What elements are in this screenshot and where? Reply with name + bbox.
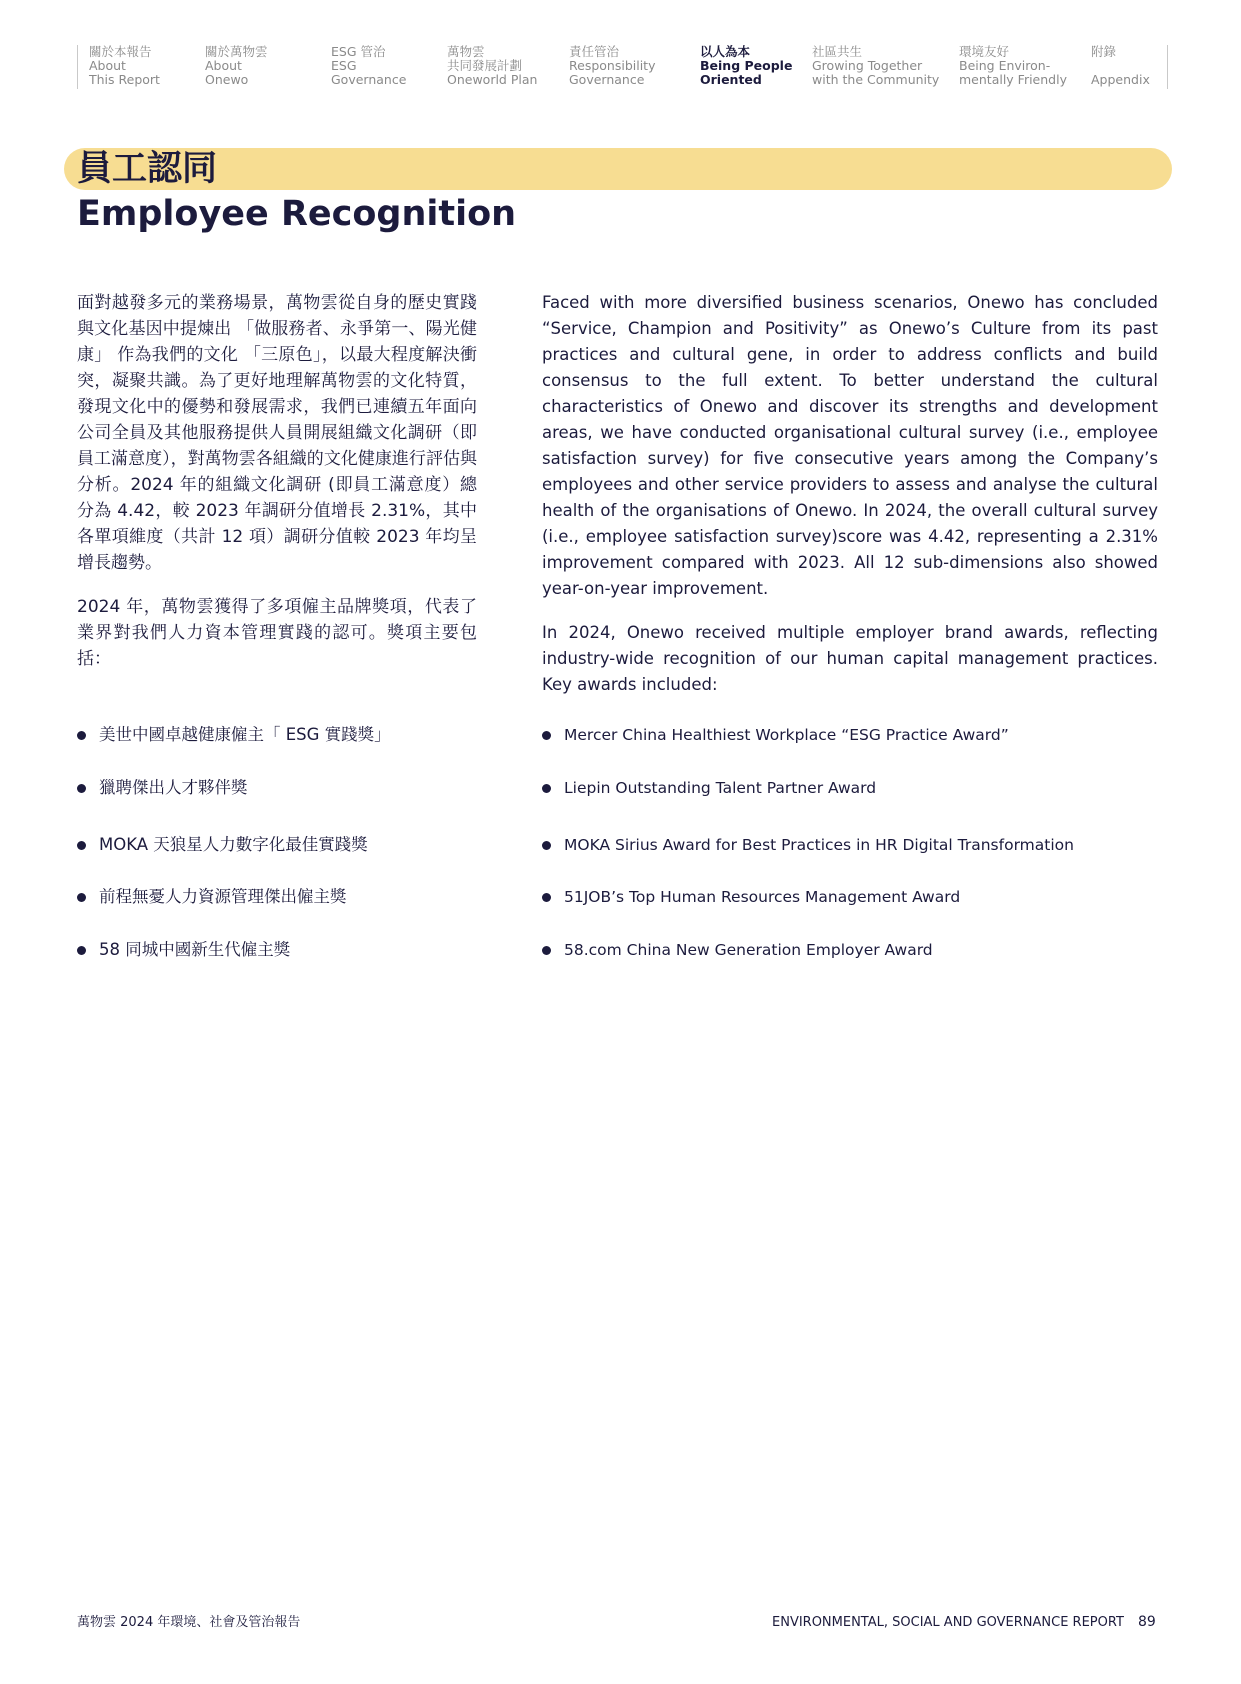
list-item: 獵聘傑出人才夥伴獎	[77, 775, 248, 801]
list-item: 51JOB’s Top Human Resources Management Award	[542, 884, 960, 910]
nav-label-zh: 附錄	[1091, 44, 1117, 59]
nav-label-en: Being Environ-	[959, 58, 1051, 73]
nav-label-zh: 關於萬物雲	[205, 44, 268, 59]
nav-label-en: Governance	[569, 72, 645, 87]
body-column-zh	[77, 290, 477, 690]
nav-label-en: with the Community	[812, 72, 940, 87]
nav-label-en: Responsibility	[569, 58, 656, 73]
nav-label-zh: 環境友好	[959, 44, 1010, 59]
nav-label-en: Governance	[331, 72, 407, 87]
nav-label-zh: 共同發展計劃	[447, 58, 523, 73]
nav-label-zh: 萬物雲	[447, 44, 485, 59]
nav-item-esg-governance[interactable]	[331, 45, 406, 87]
nav-label-zh: 以人為本	[700, 44, 751, 59]
list-item: 58.com China New Generation Employer Award	[542, 937, 933, 963]
nav-label-en: Oriented	[700, 72, 762, 87]
list-item: Mercer China Healthiest Workplace “ESG Practice Award”	[542, 722, 1009, 748]
list-item: MOKA Sirius Award for Best Practices in HR Digital Transformation	[542, 832, 1074, 858]
nav-item-being-people-oriented[interactable]	[700, 45, 792, 87]
nav-label-en: Appendix	[1091, 72, 1150, 87]
nav-label-en: About	[89, 58, 126, 73]
nav-label-zh: 關於本報告	[89, 44, 152, 59]
nav-label-zh: ESG 管治	[331, 44, 386, 59]
footer-report-title-en: ENVIRONMENTAL, SOCIAL AND GOVERNANCE REPORT	[772, 1615, 1124, 1630]
list-item: 58 同城中國新生代僱主獎	[77, 937, 290, 963]
top-navigation	[77, 45, 1168, 89]
section-title-en: Employee Recognition	[77, 194, 517, 234]
body-column-en	[542, 290, 1158, 716]
heading-highlight-bar	[64, 148, 1172, 190]
nav-label-en: Being People	[700, 58, 793, 73]
nav-label-en: Onewo	[205, 72, 249, 87]
nav-item-about-onewo[interactable]	[205, 45, 268, 87]
page-number: 89	[1138, 1614, 1156, 1630]
nav-item-growing-together[interactable]	[812, 45, 939, 87]
nav-label-en: ESG	[331, 58, 357, 73]
paragraph-awards-intro-en: In 2024, Onewo received multiple employer brand awards, reflecting industry-wide recognition of our human capital management practices. Key awards included:	[542, 623, 1158, 694]
nav-label-en: This Report	[89, 72, 160, 87]
list-item: Liepin Outstanding Talent Partner Award	[542, 775, 876, 801]
footer-report-title-zh: 萬物雲 2024 年環境、社會及管治報告	[77, 1615, 301, 1630]
paragraph-awards-intro-zh: 2024 年，萬物雲獲得了多項僱主品牌獎項，代表了業界對我們人力資本管理實踐的認可。獎項主要包括：	[77, 597, 477, 669]
list-item: 美世中國卓越健康僱主「 ESG 實踐獎」	[77, 722, 391, 748]
nav-label-en: About	[205, 58, 242, 73]
nav-item-environmentally-friendly[interactable]	[959, 45, 1067, 87]
nav-label-zh: 責任管治	[569, 44, 620, 59]
nav-item-responsibility-governance[interactable]	[569, 45, 655, 87]
nav-item-oneworld-plan[interactable]	[447, 45, 537, 87]
list-item: 前程無憂人力資源管理傑出僱主獎	[77, 884, 347, 910]
nav-label-en	[1091, 59, 1150, 73]
nav-label-zh: 社區共生	[812, 44, 863, 59]
nav-item-about-report[interactable]	[89, 45, 160, 87]
section-title-zh: 員工認同	[77, 149, 218, 189]
paragraph-culture-zh: 面對越發多元的業務場景，萬物雲從自身的歷史實踐與文化基因中提煉出 「做服務者、永爭第一、陽光健康」 作為我們的文化 「三原色」，以最大程度解決衝突，凝聚共識。為了更好地理解萬物雲的文化特質，發現文化中的優勢和發展需求，我們已連續五年面向公司全員及其他服務提供人員開展組織文化調研（即員工滿意度），對萬物雲各組織的文化健康進行評估與分析。2024 年的組織文化調研 (即員工滿意度）總分為 4.42，較 2023 年調研分值增長 2.31%，其中各單項維度（共計 12 項）調研分值較 2023 年均呈增長趨勢。	[77, 293, 477, 573]
nav-label-en: Growing Together	[812, 58, 923, 73]
nav-label-en: mentally Friendly	[959, 72, 1067, 87]
nav-label-en: Oneworld Plan	[447, 72, 538, 87]
list-item: MOKA 天狼星人力數字化最佳實踐獎	[77, 832, 368, 858]
paragraph-culture-en: Faced with more diversified business scenarios, Onewo has concluded “Service, Champion and Positivity” as Onewo’s Culture from its past practices and cultural gene, in order to address conflicts and build consensus to the full extent. To better understand the cultural characteristics of Onewo and discover its strengths and development areas, we have conducted organisational cultural survey (i.e., employee satisfaction survey) for five consecutive years among the Company’s employees and other service providers to assess and analyse the cultural health of the organisations of Onewo. In 2024, the overall cultural survey (i.e., employee satisfaction survey)score was 4.42, representing a 2.31% improvement compared with 2023. All 12 sub-dimensions also showed year-on-year improvement.	[542, 293, 1158, 598]
nav-item-appendix[interactable]	[1091, 45, 1150, 87]
